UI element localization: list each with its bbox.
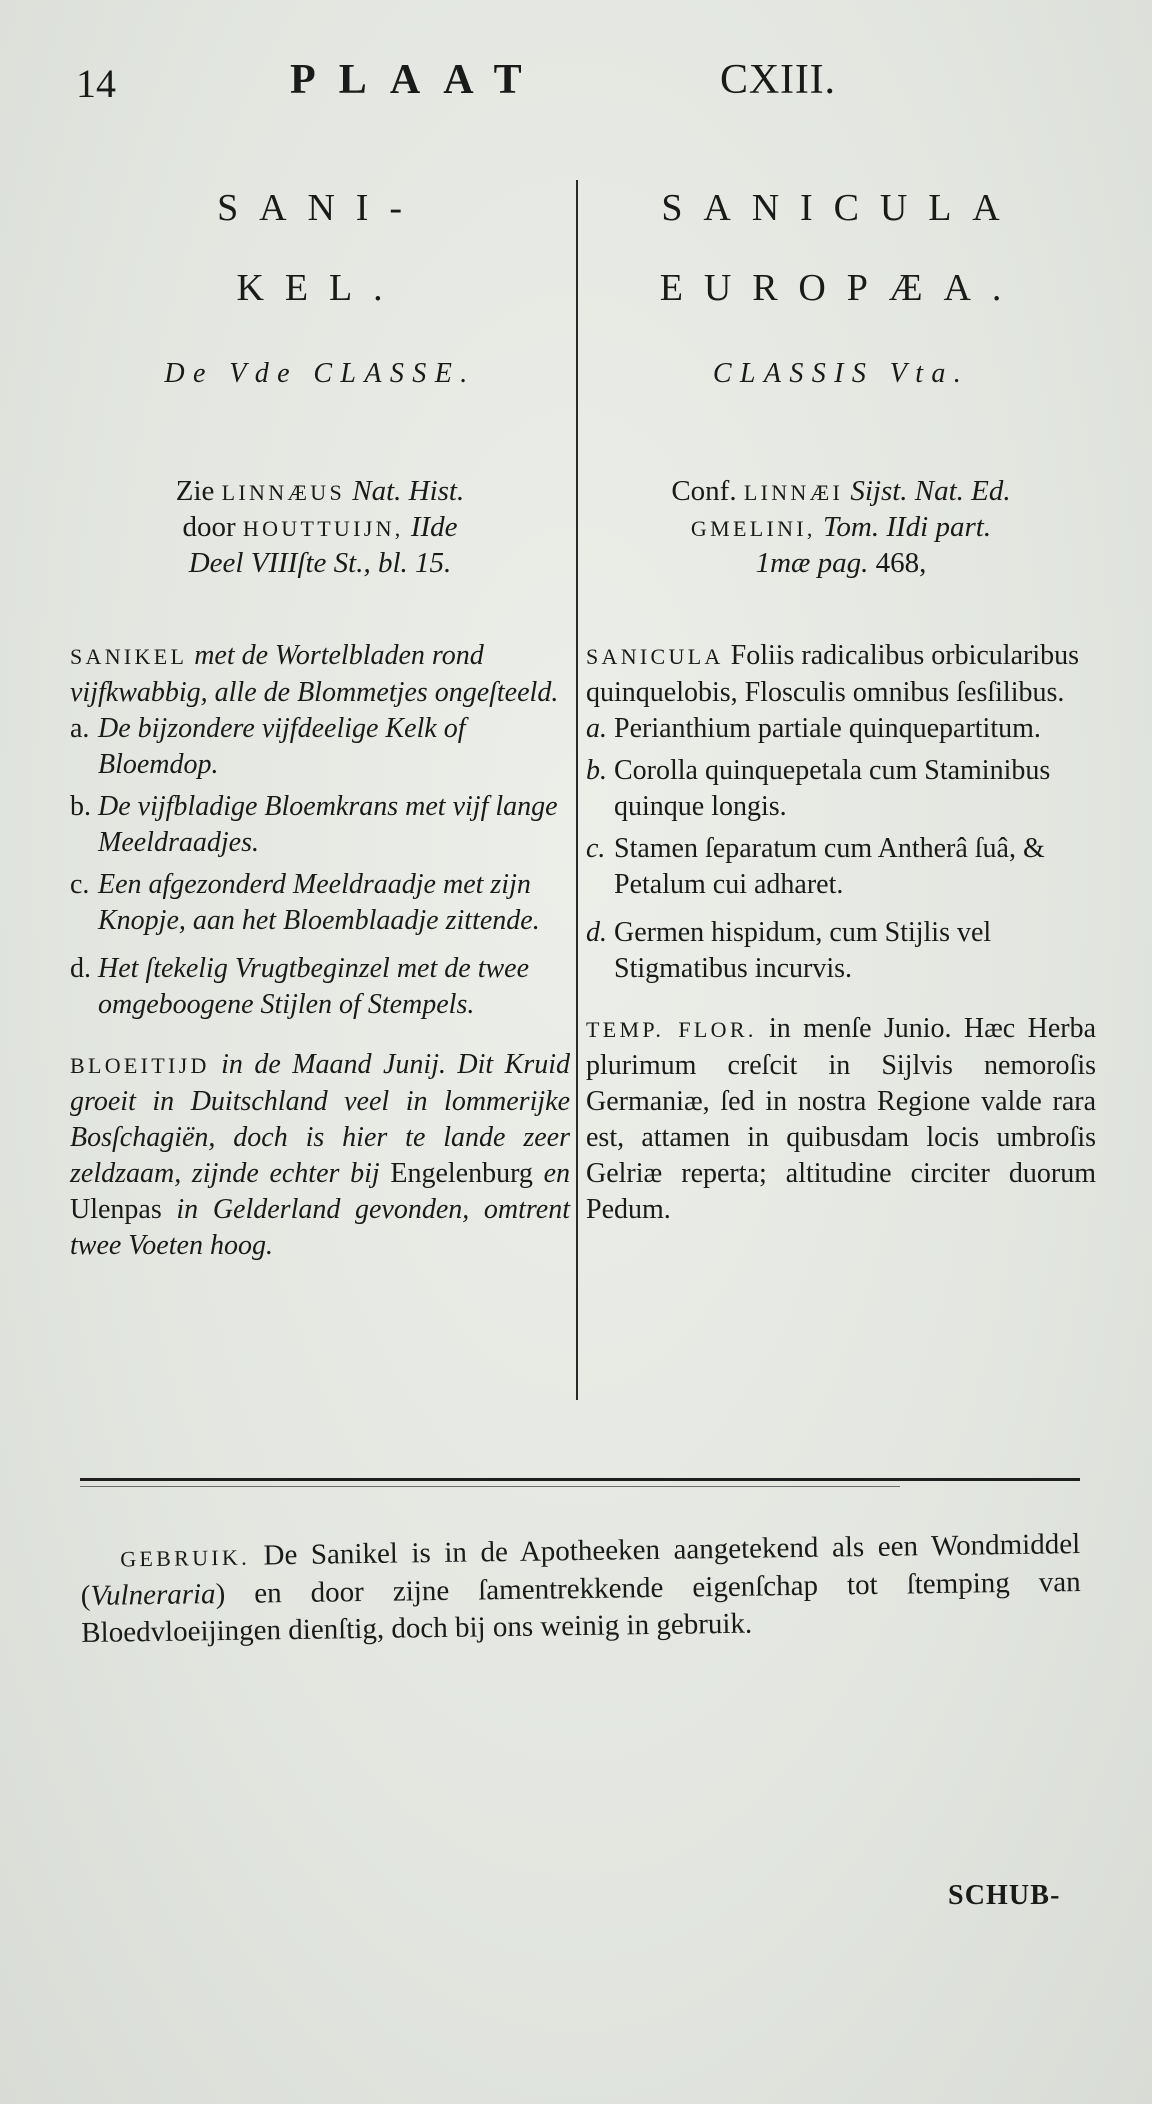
dutch-description [70, 638, 570, 711]
flor-heading: TEMP. FLOR. [586, 1017, 757, 1042]
latin-figure-list [586, 711, 1096, 987]
list-item [70, 789, 570, 861]
item-text: De bijzondere vijfdeelige Kelk of Bloemdop. [98, 713, 466, 780]
list-item [586, 831, 1096, 903]
item-text: Een afgezonderd Meeldraadje met zijn Knopje, aan het Bloemblaadje zittende. [98, 869, 540, 936]
dutch-figure-list [70, 711, 570, 1023]
item-text: Germen hispidum, cum Stijlis vel Stigmatibus incurvis. [614, 917, 992, 984]
ref-word: door [182, 511, 236, 543]
dutch-name-line2: KEL. [236, 267, 404, 309]
usage-heading: GEBRUIK. [120, 1544, 251, 1572]
desc-text: met de Wortelbladen rond vijfkwabbig, alle de Blommetjes ongeſteeld. [70, 640, 559, 708]
ref-part: IIde [410, 511, 458, 543]
latin-name-line1: SANICULA [661, 187, 1021, 229]
dutch-flowering [70, 1047, 570, 1264]
plate-title: PLAAT [290, 57, 545, 103]
column-divider [576, 180, 578, 1400]
item-text: Het ſtekelig Vrugtbeginzel met de twee omgeboogene Stijlen of Stempels. [98, 953, 530, 1020]
usage-paragraph [80, 1526, 1081, 1652]
ref-work: Sijst. Nat. Ed. [850, 475, 1011, 507]
usage-latin-term: Vulneraria [90, 1578, 216, 1612]
catchword: SCHUB- [948, 1880, 1061, 1911]
flor-text: en [543, 1158, 571, 1189]
flor-text: in de Maand Junij. Dit Kruid groeit in Duitschland veel in lommerijke Bosſchagiën, doch is hier te lande zeer zeldzaam, zijnde echter bij [70, 1049, 571, 1189]
item-text: Stamen ſeparatum cum Antherâ ſuâ, & Petalum cui adharet. [614, 833, 1045, 900]
latin-flowering [586, 1011, 1096, 1228]
ref-work: Nat. Hist. [352, 475, 465, 507]
dutch-plant-name [70, 168, 570, 328]
item-letter: d. [586, 917, 607, 948]
latin-name-line2: EUROPÆA. [659, 267, 1023, 309]
ref-editor: HOUTTUIJN, [242, 516, 404, 541]
latin-description [586, 638, 1096, 711]
ref-page-number: 468, [875, 547, 927, 579]
section-rule [80, 1478, 1080, 1481]
item-letter: b. [70, 791, 91, 822]
dutch-reference [70, 474, 570, 580]
ref-word: Zie [175, 475, 215, 507]
item-text: Corolla quinquepetala cum Staminibus quinque longis. [614, 755, 1051, 822]
list-item [586, 711, 1096, 747]
ref-page: 1mæ pag. [755, 547, 869, 579]
dutch-classis: De Vde CLASSE. [164, 358, 476, 389]
ref-part: Tom. IIdi part. [822, 511, 992, 543]
ref-word: Conf. [671, 475, 737, 507]
item-letter: b. [586, 755, 607, 786]
dutch-name-line1: SANI- [217, 187, 423, 229]
running-head [0, 52, 1152, 112]
section-rule-thin [80, 1486, 900, 1487]
desc-genus: SANIKEL [70, 644, 188, 669]
flor-text: in menſe Junio. Hæc Herba plurimum creſcit in Sijlvis nemoroſis Germaniæ, ſed in nostra Regione valde rara est, attamen in quibusdam locis umbroſis Gelriæ reperta; altitudine circiter duorum Pedum. [586, 1013, 1096, 1225]
item-letter: a. [586, 713, 607, 744]
item-text: De vijfbladige Bloemkrans met vijf lange Meeldraadjes. [98, 791, 558, 858]
latin-plant-name [586, 168, 1096, 328]
dutch-column [70, 168, 570, 1264]
page-number: 14 [76, 61, 116, 106]
list-item [70, 711, 570, 783]
flor-place: Ulenpas [70, 1194, 162, 1225]
latin-classis: CLASSIS Vta. [712, 358, 970, 389]
flor-heading: BLOEITIJD [70, 1053, 210, 1078]
list-item [586, 753, 1096, 825]
ref-author: LINNÆUS [221, 480, 345, 505]
flor-place: Engelenburg [390, 1158, 533, 1189]
usage-text: De Sanikel is in de Apotheeken aangetekend als een Wondmiddel ( [80, 1528, 1081, 1612]
ref-location: Deel VIIIſte St., bl. 15. [188, 547, 452, 579]
plate-number: CXIII. [720, 57, 836, 103]
item-letter: c. [70, 869, 90, 900]
list-item [586, 915, 1096, 987]
ref-editor: GMELINI, [690, 516, 816, 541]
item-text: Perianthium partiale quinquepartitum. [614, 713, 1041, 744]
usage-text: ) en door zijne ſamentrekkende eigenſchap tot ſtemping van Bloedvloeijingen dienſtig, doch bij ons weinig in gebruik. [81, 1566, 1081, 1649]
latin-column [586, 168, 1096, 1228]
item-letter: d. [70, 953, 91, 984]
item-letter: a. [70, 713, 90, 744]
desc-genus: SANICULA [586, 644, 724, 669]
item-letter: c. [586, 833, 606, 864]
latin-reference [586, 474, 1096, 580]
ref-author: LINNÆI [743, 480, 844, 505]
list-item [70, 951, 570, 1023]
desc-text: Foliis radicalibus orbicularibus quinquelobis, Flosculis omnibus ſesſilibus. [586, 640, 1080, 708]
flor-text: in Gelderland gevonden, omtrent twee Voeten hoog. [70, 1194, 570, 1261]
list-item [70, 867, 570, 939]
